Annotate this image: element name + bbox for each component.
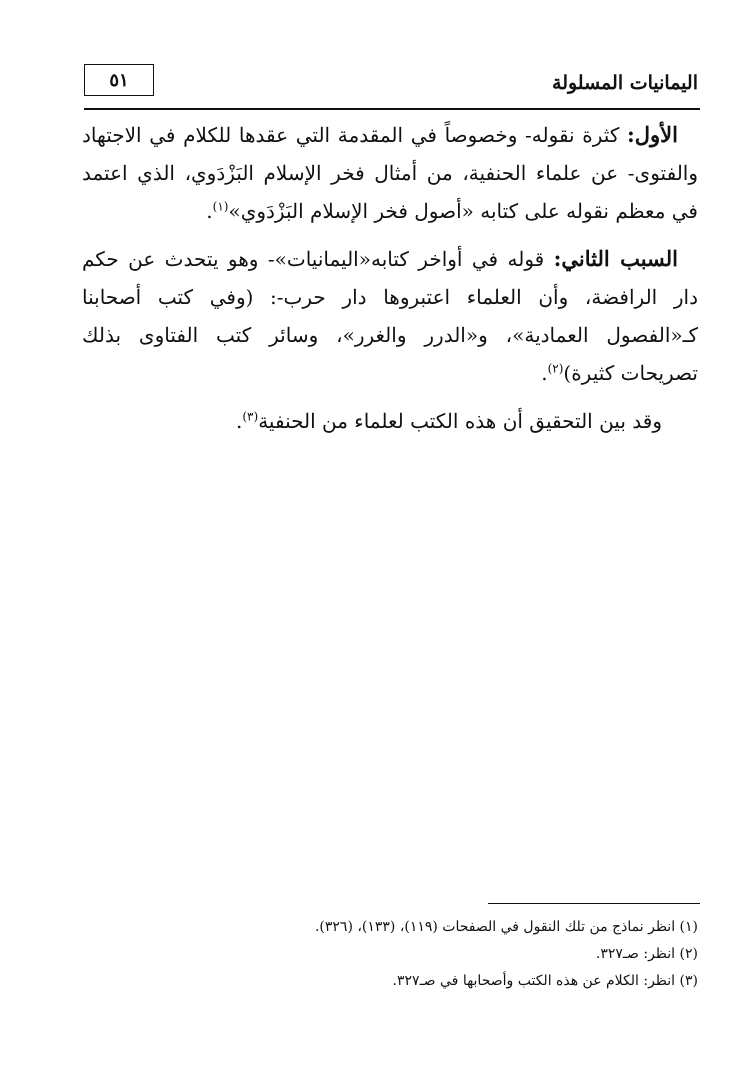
paragraph-end: . xyxy=(541,361,548,385)
main-text xyxy=(82,116,698,440)
paragraph-text: كثرة نقوله- وخصوصاً في المقدمة التي عقدها للكلام في الاجتهاد والفتوى- عن علماء الحنفية، من أمثال فخر الإسلام البَزْدَوي، الذي اعتمد في معظم نقوله على كتابه «أصول فخر الإسلام البَزْدَوي» xyxy=(82,123,698,223)
paragraph-conclusion xyxy=(82,402,698,440)
paragraph-text: وقد بين التحقيق أن هذه الكتب لعلماء من الحنفية xyxy=(258,409,662,433)
footnote-marker: (٣) xyxy=(242,409,259,424)
header-rule xyxy=(84,108,700,110)
footnote-marker: (١) xyxy=(212,199,229,214)
footnote: (٢) انظر: صـ٣٢٧. xyxy=(595,946,698,962)
paragraph-second-reason xyxy=(82,240,698,392)
paragraph-lead: الأول: xyxy=(627,122,678,147)
footnote-marker: (٢) xyxy=(547,361,564,376)
page-number: ٥١ xyxy=(109,69,129,91)
paragraph-text: قوله في أواخر كتابه«اليمانيات»- وهو يتحدث عن حكم دار الرافضة، وأن العلماء اعتبروها دار حرب-: (وفي كتب أصحابنا كـ«الفصول العمادية»، و«الدرر والغرر»، وسائر كتب الفتاوى بذلك تصريحات كثيرة) xyxy=(82,247,698,385)
paragraph-end: . xyxy=(206,199,213,223)
footnote: (٣) انظر: الكلام عن هذه الكتب وأصحابها في صـ٣٢٧. xyxy=(392,973,698,989)
paragraph-first-reason xyxy=(82,116,698,230)
footnote-rule xyxy=(488,903,700,904)
paragraph-lead: السبب الثاني: xyxy=(553,246,678,271)
footnotes xyxy=(82,915,698,996)
running-title: اليمانيات المسلولة xyxy=(552,72,698,94)
footnote: (١) انظر نماذج من تلك النقول في الصفحات (١١٩)، (١٣٣)، (٣٢٦). xyxy=(314,919,698,935)
paragraph-end: . xyxy=(236,409,243,433)
page-number-box xyxy=(84,64,154,96)
